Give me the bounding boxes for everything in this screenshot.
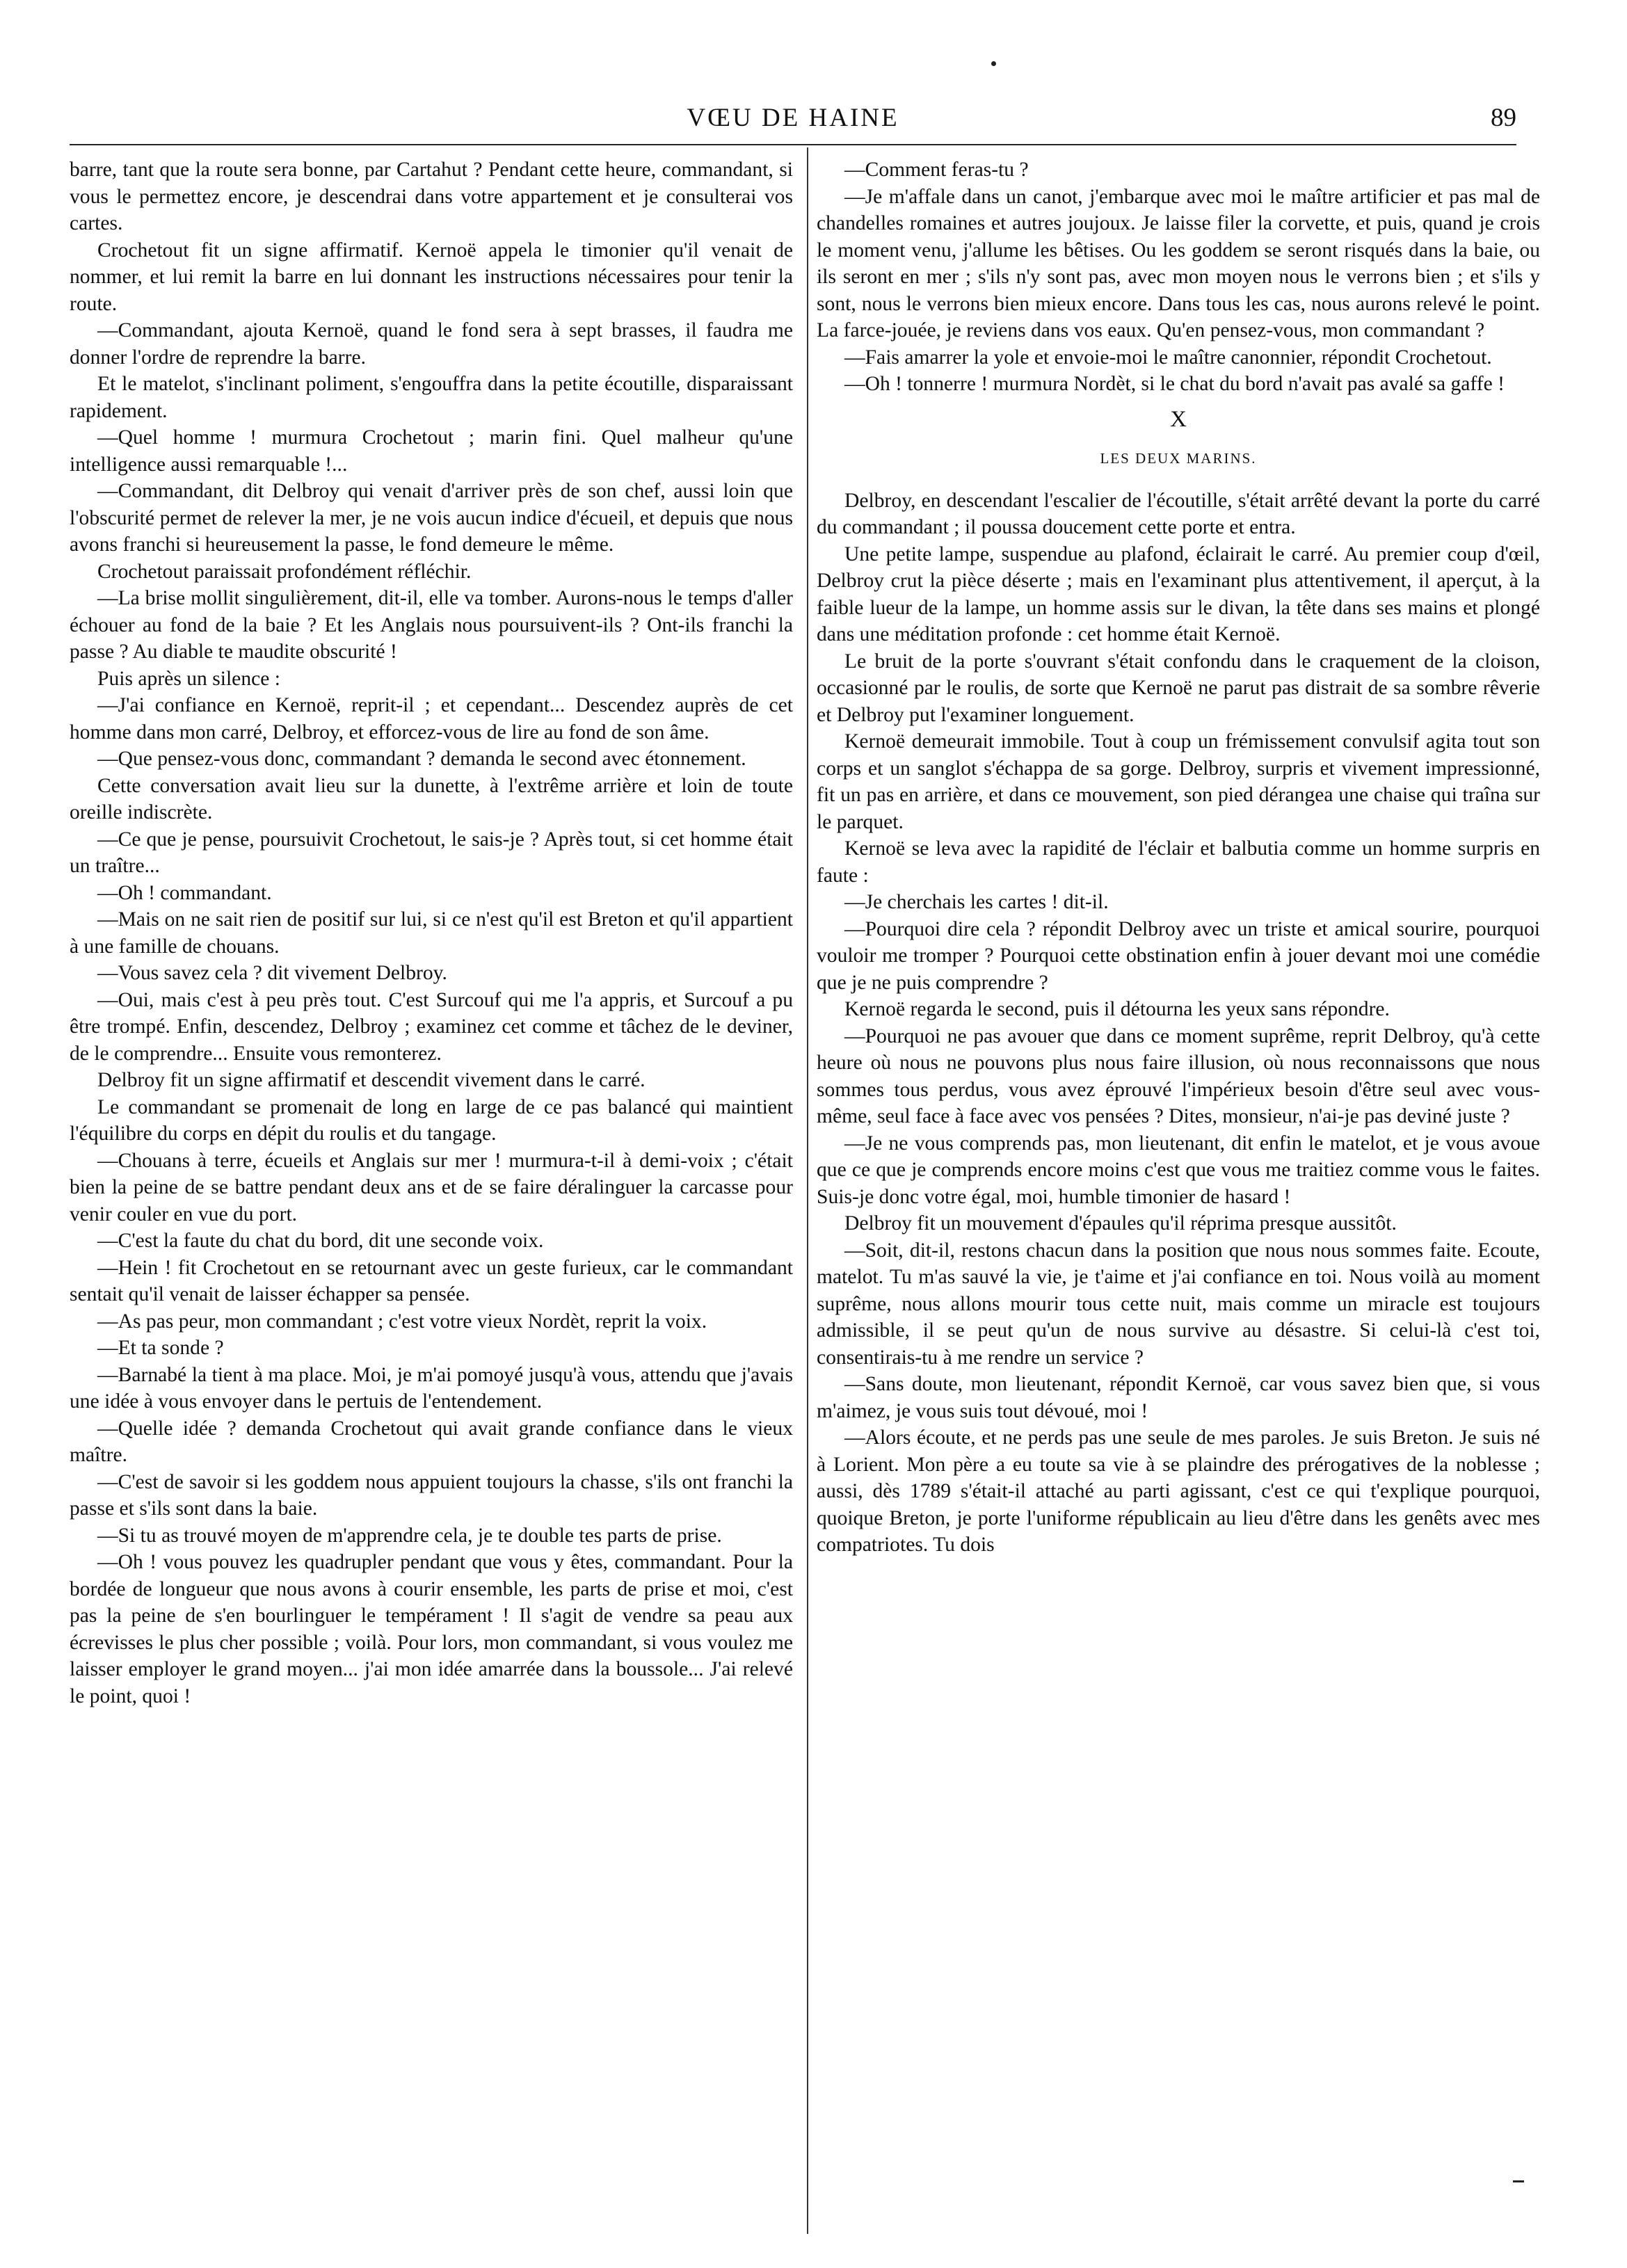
chapter-title: LES DEUX MARINS. (1100, 450, 1257, 467)
paragraph: Crochetout paraissait profondément réfléchir. (97, 560, 472, 583)
paragraph: barre, tant que la route sera bonne, par Cartahut ? Pendant cette heure, commandant, si vous le permettez encore, je descendrai dans votre appartement et je consulterai vos cartes. (70, 159, 793, 234)
paragraph: —C'est la faute du chat du bord, dit une seconde voix. (97, 1230, 544, 1252)
paragraph: —Comment feras-tu ? (844, 159, 1029, 181)
paragraph: Crochetout fit un signe affirmatif. Kernoë appela le timonier qu'il venait de nommer, et lui remit la barre en lui donnant les instructions nécessaires pour tenir la route. (70, 239, 793, 315)
running-title: VŒU DE HAINE (687, 104, 899, 132)
paragraph: —La brise mollit singulièrement, dit-il, elle va tomber. Aurons-nous le temps d'aller échouer au fond de la baie ? Et les Anglais nous poursuivent-ils ? Ont-ils franchi la passe ? Au diable te maudite obscurité ! (70, 587, 793, 663)
paragraph: Kernoë regarda le second, puis il détourna les yeux sans répondre. (844, 998, 1390, 1020)
paragraph: —Oh ! tonnerre ! murmura Nordèt, si le chat du bord n'avait pas avalé sa gaffe ! (844, 373, 1505, 395)
paragraph: —As pas peur, mon commandant ; c'est votre vieux Nordèt, reprit la voix. (97, 1310, 707, 1333)
paragraph: Cette conversation avait lieu sur la dunette, à l'extrême arrière et loin de toute oreille indiscrète. (70, 774, 793, 823)
paragraph: —Sans doute, mon lieutenant, répondit Kernoë, car vous savez bien que, si vous m'aimez, je vous suis tout dévoué, moi ! (817, 1373, 1540, 1422)
paragraph: Kernoë demeurait immobile. Tout à coup un frémissement convulsif agita tout son corps et un sanglot s'échappa de sa gorge. Delbroy, surpris et vivement impressionné, fit un pas en arrière, et dans ce mouvement, son pied dérangea une chaise qui traîna sur le parquet. (817, 730, 1540, 833)
paragraph: —Fais amarrer la yole et envoie-moi le maître canonnier, répondit Crochetout. (844, 346, 1492, 369)
print-speck (1513, 2180, 1524, 2182)
paragraph: —Oh ! commandant. (97, 881, 272, 904)
paragraph: —Et ta sonde ? (97, 1337, 224, 1359)
paragraph: —Quelle idée ? demanda Crochetout qui avait grande confiance dans le vieux maître. (70, 1417, 793, 1466)
paragraph: Delbroy fit un mouvement d'épaules qu'il réprima presque aussitôt. (844, 1212, 1397, 1234)
paragraph: —Ce que je pense, poursuivit Crochetout, le sais-je ? Après tout, si cet homme était un traître... (70, 828, 793, 877)
paragraph: —Pourquoi dire cela ? répondit Delbroy avec un triste et amical sourire, pourquoi vouloir me tromper ? Pourquoi cette obstination enfin à jouer devant moi une comédie que je ne puis comprendre ? (817, 917, 1540, 994)
paragraph: —Alors écoute, et ne perds pas une seule de mes paroles. Je suis Breton. Je suis né à Lorient. Mon père a eu toute sa vie à se plaindre des prérogatives de la noblesse ; aussi, dès 1789 s'était-il attaché au parti agissant, c'est ce qui t'explique pourquoi, quoique Breton, je porte l'uniforme républicain au lieu d'être dans les genêts avec mes compatriotes. Tu dois (817, 1426, 1540, 1556)
paragraph: —Pourquoi ne pas avouer que dans ce moment suprême, reprit Delbroy, qu'à cette heure où nous ne pouvons plus nous faire illusion, où nous reconnaissons que nous sommes tous perdus, vous avez éprouvé l'impérieux besoin d'être seul avec vous-même, seul face à face avec vos pensées ? Dites, monsieur, n'ai-je pas deviné juste ? (817, 1024, 1540, 1127)
page-number: 89 (1491, 104, 1516, 132)
paragraph: —Chouans à terre, écueils et Anglais sur mer ! murmura-t-il à demi-voix ; c'était bien la peine de se battre pendant deux ans et de se faire déralinguer la carcasse pour venir couler en vue du port. (70, 1149, 793, 1225)
paragraph: —C'est de savoir si les goddem nous appuient toujours la chasse, s'ils ont franchi la passe et s'ils sont dans la baie. (70, 1470, 793, 1520)
paragraph: —Oh ! vous pouvez les quadrupler pendant que vous y êtes, commandant. Pour la bordée de longueur que nous avons à courir ensemble, les parts de prise et moi, c'est pas la peine de s'en bourlinguer le tempérament ! Il s'agit de vendre sa peau aux écrevisses le plus cher possible ; voilà. Pour lors, mon commandant, si vous voulez me laisser employer le grand moyen... j'ai mon idée amarrée dans la boussole... J'ai relevé le point, quoi ! (70, 1551, 793, 1707)
paragraph: —Soit, dit-il, restons chacun dans la position que nous nous sommes faite. Ecoute, matelot. Tu m'as sauvé la vie, je t'aime et j'ai confiance en toi. Nous voilà au moment suprême, nous allons mourir tous cette nuit, mais comme un miracle est toujours admissible, il se peut qu'un de nous survive au désastre. Si celui-là c'est toi, consentirais-tu à me rendre un service ? (817, 1239, 1540, 1369)
paragraph: —Je m'affale dans un canot, j'embarque avec moi le maître artificier et pas mal de chandelles romaines et autres joujoux. Je laisse filer la corvette, et puis, quand je crois le moment venu, j'allume les bêtises. Ou les goddem se seront risqués dans la baie, ou ils seront en mer ; s'ils n'y sont pas, avec mon moyen nous le verrons bien ; et s'ils y sont, nous le verrons bien mieux encore. Dans tous les cas, nous aurons relevé le point. La farce-jouée, je reviens dans vos eaux. Qu'en pensez-vous, mon commandant ? (817, 185, 1540, 341)
paragraph: —Commandant, ajouta Kernoë, quand le fond sera à sept brasses, il faudra me donner l'ordre de reprendre la barre. (70, 319, 793, 369)
paragraph: —Si tu as trouvé moyen de m'apprendre cela, je te double tes parts de prise. (97, 1524, 722, 1547)
right-column (817, 156, 1540, 1559)
left-column (70, 156, 793, 1710)
chapter-number: X (1170, 406, 1187, 432)
header-rule (70, 144, 1516, 145)
paragraph: Delbroy fit un signe affirmatif et descendit vivement dans le carré. (97, 1069, 646, 1091)
paragraph: —Barnabé la tient à ma place. Moi, je m'ai pomoyé jusqu'à vous, attendu que j'avais une idée à vous envoyer dans le pertuis de l'entendement. (70, 1363, 793, 1413)
paragraph: —Je cherchais les cartes ! dit-il. (844, 891, 1109, 913)
page-header (70, 89, 1516, 145)
paragraph: —Vous savez cela ? dit vivement Delbroy. (97, 962, 447, 984)
paragraph: Kernoë se leva avec la rapidité de l'éclair et balbutia comme un homme surpris en faute : (817, 837, 1540, 887)
paragraph: —Quel homme ! murmura Crochetout ; marin fini. Quel malheur qu'une intelligence aussi remarquable !... (70, 426, 793, 476)
paragraph: —Je ne vous comprends pas, mon lieutenant, dit enfin le matelot, et je vous avoue que ce que je comprends encore moins c'est que vous me traitiez comme vous le faites. Suis-je donc votre égal, moi, humble timonier de hasard ! (817, 1132, 1540, 1208)
paragraph: —Mais on ne sait rien de positif sur lui, si ce n'est qu'il est Breton et qu'il appartient à une famille de chouans. (70, 908, 793, 958)
print-speck (991, 61, 996, 66)
paragraph: —Commandant, dit Delbroy qui venait d'arriver près de son chef, aussi loin que l'obscurité permet de relever la mer, je ne vois aucun indice d'écueil, et depuis que nous avons franchi si heureusement la passe, le fond demeure le même. (70, 480, 793, 556)
paragraph: —Que pensez-vous donc, commandant ? demanda le second avec étonnement. (97, 748, 746, 770)
paragraph: Puis après un silence : (97, 667, 281, 690)
paragraph: Et le matelot, s'inclinant poliment, s'engouffra dans la petite écoutille, disparaissant rapidement. (70, 373, 793, 422)
paragraph: —Hein ! fit Crochetout en se retournant avec un geste furieux, car le commandant sentait qu'il venait de laisser échapper sa pensée. (70, 1256, 793, 1305)
paragraph: Le bruit de la porte s'ouvrant s'était confondu dans le craquement de la cloison, occasionné par le roulis, de sorte que Kernoë ne parut pas distrait de sa sombre rêverie et Delbroy put l'examiner longuement. (817, 650, 1540, 726)
paragraph: Le commandant se promenait de long en large de ce pas balancé qui maintient l'équilibre du corps en dépit du roulis et du tangage. (70, 1095, 793, 1145)
paragraph: Delbroy, en descendant l'escalier de l'écoutille, s'était arrêté devant la porte du carré du commandant ; il poussa doucement cette porte et entra. (817, 489, 1540, 538)
paragraph: —J'ai confiance en Kernoë, reprit-il ; et cependant... Descendez auprès de cet homme dans mon carré, Delbroy, et efforcez-vous de lire au fond de son âme. (70, 694, 793, 743)
paragraph: —Oui, mais c'est à peu près tout. C'est Surcouf qui me l'a appris, et Surcouf a pu être trompé. Enfin, descendez, Delbroy ; examinez cet comme et tâchez de le deviner, de le comprendre... Ensuite vous remonterez. (70, 988, 793, 1065)
column-divider (807, 147, 808, 2234)
paragraph: Une petite lampe, suspendue au plafond, éclairait le carré. Au premier coup d'œil, Delbroy crut la pièce déserte ; mais en l'examinant plus attentivement, il aperçut, à la faible lueur de la lampe, un homme assis sur le divan, la tête dans ses mains et plongé dans une méditation profonde : cet homme était Kernoë. (817, 542, 1540, 645)
